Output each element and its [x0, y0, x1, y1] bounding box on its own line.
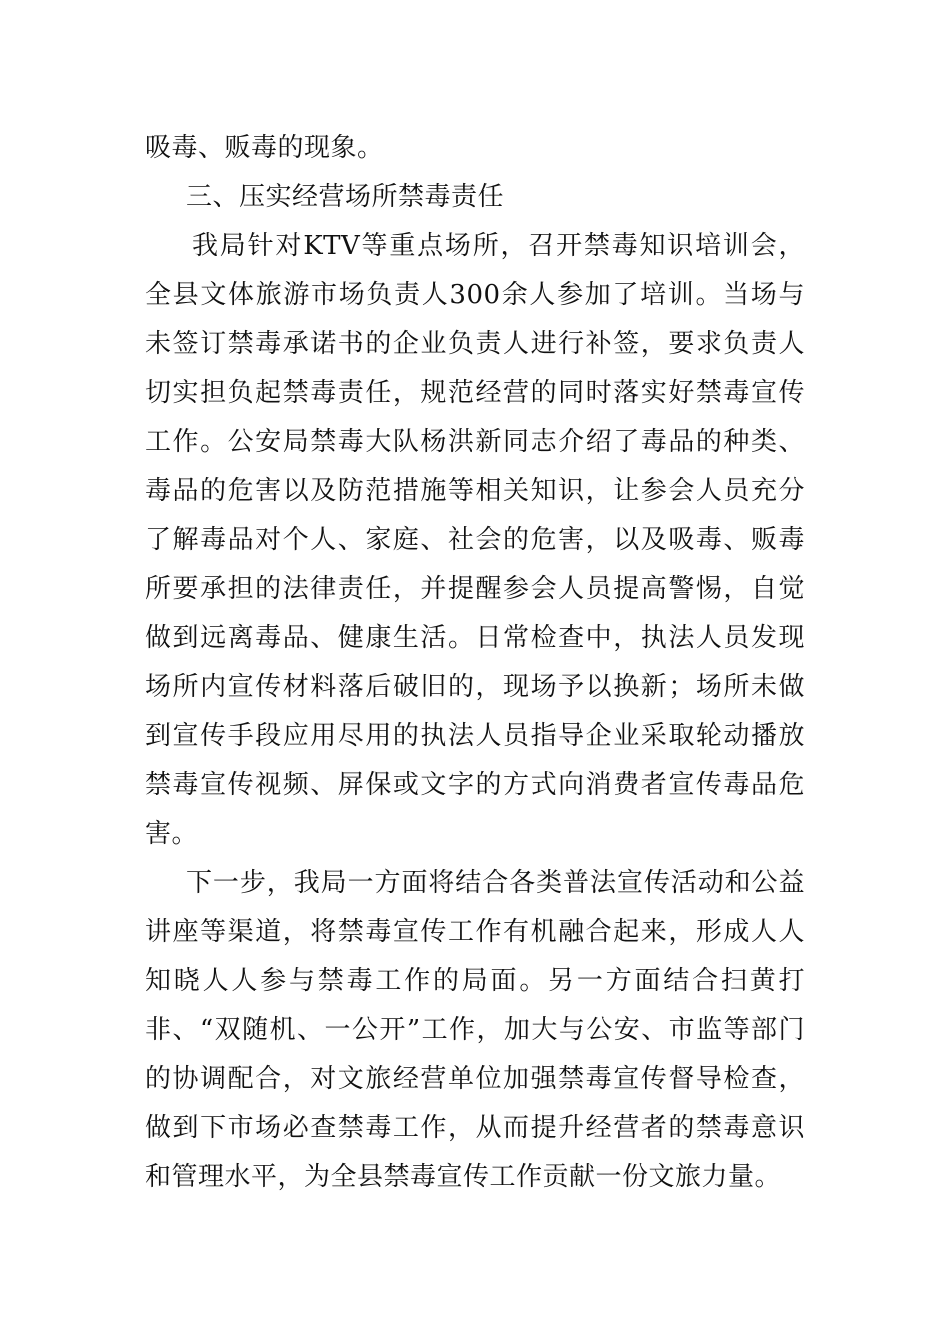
document-body [145, 124, 805, 1202]
continuation-text: 吸毒、贩毒的现象。 [145, 133, 384, 163]
section-heading: 三、压实经营场所禁毒责任 [186, 182, 505, 212]
body-paragraph-1: 我局针对KTV等重点场所，召开禁毒知识培训会，全县文体旅游市场负责人300余人参加了培训。当场与未签订禁毒承诺书的企业负责人进行补签，要求负责人切实担负起禁毒责任，规范经营的同时落实好禁毒宣传工作。公安局禁毒大队杨洪新同志介绍了毒品的种类、毒品的危害以及防范措施等相关知识，让参会人员充分了解毒品对个人、家庭、社会的危害，以及吸毒、贩毒所要承担的法律责任，并提醒参会人员提高警惕，自觉做到远离毒品、健康生活。日常检查中，执法人员发现场所内宣传材料落后破旧的，现场予以换新；场所未做到宣传手段应用尽用的执法人员指导企业采取轮动播放禁毒宣传视频、屏保或文字的方式向消费者宣传毒品危害。 [145, 231, 805, 849]
body-paragraph-2: 下一步，我局一方面将结合各类普法宣传活动和公益讲座等渠道，将禁毒宣传工作有机融合起来，形成人人知晓人人参与禁毒工作的局面。另一方面结合扫黄打非、“双随机、一公开”工作，加大与公安、市监等部门的协调配合，对文旅经营单位加强禁毒宣传督导检查，做到下市场必查禁毒工作，从而提升经营者的禁毒意识和管理水平，为全县禁毒宣传工作贡献一份文旅力量。 [145, 868, 805, 1192]
